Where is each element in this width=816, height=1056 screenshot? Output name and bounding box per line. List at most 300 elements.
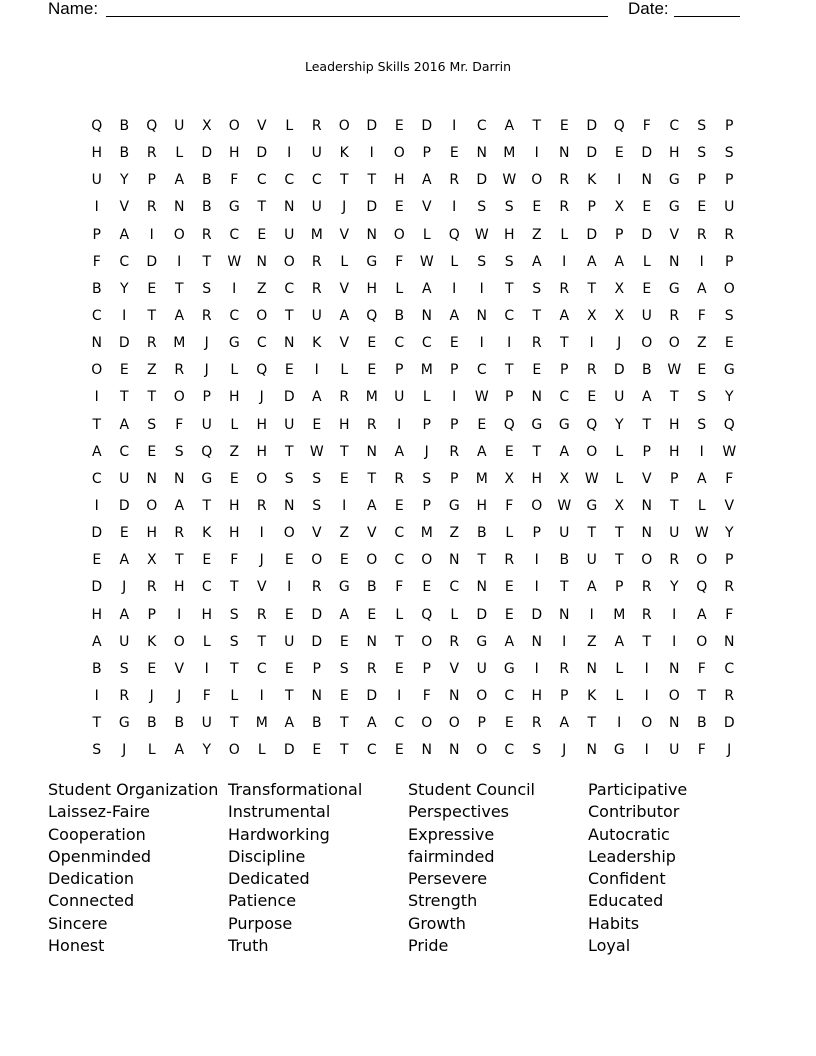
- grid-letter[interactable]: R: [669, 552, 680, 569]
- grid-letter[interactable]: Z: [229, 443, 240, 460]
- grid-letter[interactable]: U: [614, 389, 625, 406]
- grid-letter[interactable]: I: [232, 280, 237, 297]
- grid-letter[interactable]: G: [613, 742, 625, 759]
- grid-letter[interactable]: O: [723, 280, 735, 297]
- grid-letter[interactable]: R: [394, 470, 405, 487]
- grid-letter[interactable]: C: [256, 172, 267, 189]
- grid-letter[interactable]: R: [174, 525, 185, 542]
- grid-letter[interactable]: A: [696, 470, 707, 487]
- grid-letter[interactable]: E: [284, 606, 294, 623]
- grid-letter[interactable]: O: [696, 552, 708, 569]
- grid-letter[interactable]: T: [587, 715, 597, 732]
- grid-letter[interactable]: N: [641, 525, 652, 542]
- grid-letter[interactable]: E: [532, 362, 542, 379]
- grid-letter[interactable]: Z: [449, 525, 460, 542]
- grid-letter[interactable]: X: [614, 307, 625, 324]
- grid-letter[interactable]: A: [504, 118, 515, 134]
- grid-letter[interactable]: Y: [614, 416, 624, 433]
- grid-letter[interactable]: D: [118, 497, 130, 514]
- grid-letter[interactable]: H: [201, 606, 213, 623]
- grid-letter[interactable]: I: [369, 145, 374, 162]
- grid-letter[interactable]: D: [366, 687, 378, 704]
- grid-letter[interactable]: T: [147, 389, 157, 406]
- grid-letter[interactable]: F: [697, 307, 706, 324]
- grid-letter[interactable]: T: [229, 579, 239, 596]
- grid-letter[interactable]: D: [201, 145, 213, 162]
- grid-letter[interactable]: B: [91, 280, 102, 297]
- grid-letter[interactable]: J: [259, 389, 264, 406]
- grid-letter[interactable]: M: [475, 470, 488, 487]
- grid-letter[interactable]: P: [450, 416, 459, 433]
- grid-letter[interactable]: N: [366, 633, 377, 650]
- grid-letter[interactable]: Q: [586, 416, 598, 433]
- grid-letter[interactable]: R: [531, 715, 542, 732]
- grid-letter[interactable]: E: [339, 633, 349, 650]
- grid-letter[interactable]: O: [173, 226, 185, 243]
- grid-letter[interactable]: O: [668, 335, 680, 352]
- grid-letter[interactable]: V: [724, 497, 735, 514]
- grid-letter[interactable]: C: [476, 118, 487, 134]
- grid-letter[interactable]: Q: [696, 579, 708, 596]
- grid-letter[interactable]: I: [94, 497, 99, 514]
- grid-letter[interactable]: L: [422, 226, 431, 243]
- grid-letter[interactable]: G: [531, 416, 543, 433]
- grid-letter[interactable]: T: [477, 552, 487, 569]
- grid-letter[interactable]: V: [119, 199, 130, 216]
- grid-letter[interactable]: T: [587, 525, 597, 542]
- grid-letter[interactable]: T: [367, 172, 377, 189]
- grid-letter[interactable]: D: [118, 335, 130, 352]
- grid-letter[interactable]: Z: [696, 335, 707, 352]
- grid-letter[interactable]: N: [174, 470, 185, 487]
- grid-letter[interactable]: T: [92, 715, 102, 732]
- grid-letter[interactable]: L: [395, 606, 404, 623]
- grid-letter[interactable]: C: [394, 335, 405, 352]
- grid-letter[interactable]: O: [366, 552, 378, 569]
- grid-letter[interactable]: N: [531, 389, 542, 406]
- grid-letter[interactable]: I: [479, 335, 484, 352]
- grid-letter[interactable]: I: [617, 715, 622, 732]
- grid-letter[interactable]: H: [476, 497, 488, 514]
- grid-letter[interactable]: M: [310, 226, 323, 243]
- grid-letter[interactable]: B: [394, 307, 405, 324]
- grid-letter[interactable]: E: [339, 552, 349, 569]
- grid-letter[interactable]: P: [670, 470, 679, 487]
- grid-letter[interactable]: W: [419, 253, 434, 270]
- grid-letter[interactable]: N: [449, 687, 460, 704]
- grid-letter[interactable]: E: [312, 742, 322, 759]
- grid-letter[interactable]: G: [723, 362, 735, 379]
- grid-letter[interactable]: T: [559, 579, 569, 596]
- grid-letter[interactable]: P: [422, 416, 431, 433]
- grid-letter[interactable]: X: [201, 118, 212, 134]
- grid-letter[interactable]: S: [202, 280, 212, 297]
- grid-letter[interactable]: R: [311, 579, 322, 596]
- grid-letter[interactable]: A: [366, 715, 377, 732]
- grid-letter[interactable]: P: [697, 172, 706, 189]
- grid-letter[interactable]: W: [557, 497, 572, 514]
- grid-letter[interactable]: P: [642, 443, 651, 460]
- grid-letter[interactable]: T: [147, 307, 157, 324]
- grid-letter[interactable]: A: [91, 633, 102, 650]
- grid-letter[interactable]: E: [367, 362, 377, 379]
- grid-letter[interactable]: G: [228, 199, 240, 216]
- grid-letter[interactable]: D: [723, 715, 735, 732]
- grid-letter[interactable]: R: [119, 687, 130, 704]
- grid-letter[interactable]: F: [230, 172, 239, 189]
- grid-letter[interactable]: V: [339, 280, 350, 297]
- grid-letter[interactable]: O: [91, 362, 103, 379]
- grid-letter[interactable]: G: [586, 497, 598, 514]
- grid-letter[interactable]: K: [587, 172, 597, 189]
- grid-letter[interactable]: Y: [669, 579, 679, 596]
- grid-letter[interactable]: R: [256, 606, 267, 623]
- grid-letter[interactable]: T: [532, 443, 542, 460]
- grid-letter[interactable]: H: [91, 145, 103, 162]
- grid-letter[interactable]: R: [339, 389, 350, 406]
- grid-letter[interactable]: I: [204, 660, 209, 677]
- grid-letter[interactable]: V: [641, 470, 652, 487]
- grid-letter[interactable]: Z: [339, 525, 350, 542]
- grid-letter[interactable]: N: [724, 633, 735, 650]
- grid-letter[interactable]: C: [201, 579, 212, 596]
- grid-letter[interactable]: L: [147, 742, 156, 759]
- grid-letter[interactable]: I: [452, 199, 457, 216]
- grid-letter[interactable]: E: [284, 660, 294, 677]
- grid-letter[interactable]: E: [284, 362, 294, 379]
- grid-letter[interactable]: I: [287, 579, 292, 596]
- grid-letter[interactable]: Q: [366, 307, 378, 324]
- grid-letter[interactable]: S: [532, 742, 542, 759]
- grid-letter[interactable]: U: [284, 633, 295, 650]
- grid-letter[interactable]: P: [147, 172, 156, 189]
- grid-letter[interactable]: C: [724, 660, 735, 677]
- grid-letter[interactable]: G: [118, 715, 130, 732]
- grid-letter[interactable]: B: [641, 362, 652, 379]
- grid-letter[interactable]: I: [534, 145, 539, 162]
- grid-letter[interactable]: M: [255, 715, 268, 732]
- grid-letter[interactable]: P: [725, 253, 734, 270]
- grid-letter[interactable]: D: [586, 118, 598, 134]
- grid-letter[interactable]: S: [504, 253, 514, 270]
- grid-letter[interactable]: D: [146, 253, 158, 270]
- grid-letter[interactable]: V: [174, 660, 185, 677]
- grid-letter[interactable]: I: [342, 497, 347, 514]
- grid-letter[interactable]: O: [173, 389, 185, 406]
- grid-letter[interactable]: I: [452, 389, 457, 406]
- grid-letter[interactable]: U: [669, 742, 680, 759]
- grid-letter[interactable]: R: [669, 307, 680, 324]
- grid-letter[interactable]: E: [642, 199, 652, 216]
- grid-letter[interactable]: C: [449, 579, 460, 596]
- grid-letter[interactable]: E: [92, 552, 102, 569]
- grid-letter[interactable]: R: [559, 172, 570, 189]
- grid-letter[interactable]: B: [119, 118, 130, 134]
- grid-letter[interactable]: T: [614, 525, 624, 542]
- grid-letter[interactable]: L: [230, 687, 239, 704]
- grid-letter[interactable]: N: [421, 742, 432, 759]
- grid-letter[interactable]: P: [532, 525, 541, 542]
- grid-letter[interactable]: L: [175, 145, 184, 162]
- grid-letter[interactable]: O: [448, 715, 460, 732]
- grid-letter[interactable]: T: [284, 443, 294, 460]
- grid-letter[interactable]: E: [394, 742, 404, 759]
- grid-letter[interactable]: P: [725, 552, 734, 569]
- grid-letter[interactable]: S: [174, 443, 184, 460]
- grid-letter[interactable]: T: [339, 172, 349, 189]
- grid-letter[interactable]: O: [256, 307, 268, 324]
- grid-letter[interactable]: P: [505, 389, 514, 406]
- grid-letter[interactable]: O: [393, 145, 405, 162]
- grid-letter[interactable]: A: [339, 307, 350, 324]
- grid-letter[interactable]: A: [339, 606, 350, 623]
- grid-letter[interactable]: F: [422, 687, 431, 704]
- grid-letter[interactable]: L: [202, 633, 211, 650]
- grid-letter[interactable]: A: [174, 497, 185, 514]
- grid-letter[interactable]: A: [476, 443, 487, 460]
- grid-letter[interactable]: A: [394, 443, 405, 460]
- grid-letter[interactable]: W: [502, 172, 517, 189]
- grid-letter[interactable]: I: [94, 687, 99, 704]
- grid-letter[interactable]: H: [91, 606, 103, 623]
- grid-letter[interactable]: R: [559, 199, 570, 216]
- grid-letter[interactable]: S: [724, 307, 734, 324]
- grid-letter[interactable]: Z: [531, 226, 542, 243]
- grid-letter[interactable]: E: [312, 416, 322, 433]
- grid-letter[interactable]: G: [668, 280, 680, 297]
- grid-letter[interactable]: Q: [723, 416, 735, 433]
- grid-letter[interactable]: F: [230, 552, 239, 569]
- grid-letter[interactable]: N: [284, 199, 295, 216]
- grid-letter[interactable]: L: [395, 280, 404, 297]
- grid-letter[interactable]: B: [146, 715, 157, 732]
- grid-letter[interactable]: U: [394, 389, 405, 406]
- grid-letter[interactable]: A: [586, 579, 597, 596]
- grid-letter[interactable]: Q: [91, 118, 103, 134]
- grid-letter[interactable]: S: [697, 416, 707, 433]
- grid-letter[interactable]: L: [615, 443, 624, 460]
- grid-letter[interactable]: O: [586, 443, 598, 460]
- grid-letter[interactable]: F: [697, 660, 706, 677]
- grid-letter[interactable]: C: [119, 253, 130, 270]
- grid-letter[interactable]: N: [559, 145, 570, 162]
- grid-letter[interactable]: V: [669, 226, 680, 243]
- grid-letter[interactable]: D: [366, 118, 378, 134]
- grid-letter[interactable]: X: [559, 470, 570, 487]
- grid-letter[interactable]: W: [667, 362, 682, 379]
- grid-letter[interactable]: E: [394, 118, 404, 134]
- grid-letter[interactable]: I: [177, 253, 182, 270]
- grid-letter[interactable]: U: [284, 416, 295, 433]
- grid-letter[interactable]: F: [697, 742, 706, 759]
- grid-letter[interactable]: T: [339, 715, 349, 732]
- grid-letter[interactable]: X: [614, 497, 625, 514]
- grid-letter[interactable]: W: [722, 443, 737, 460]
- grid-letter[interactable]: T: [202, 497, 212, 514]
- grid-letter[interactable]: N: [174, 199, 185, 216]
- grid-letter[interactable]: A: [421, 172, 432, 189]
- grid-letter[interactable]: F: [202, 687, 211, 704]
- grid-letter[interactable]: N: [476, 307, 487, 324]
- grid-letter[interactable]: N: [669, 660, 680, 677]
- grid-letter[interactable]: E: [504, 715, 514, 732]
- grid-letter[interactable]: O: [531, 497, 543, 514]
- grid-letter[interactable]: I: [644, 742, 649, 759]
- grid-letter[interactable]: S: [697, 145, 707, 162]
- grid-letter[interactable]: L: [615, 660, 624, 677]
- grid-letter[interactable]: C: [504, 307, 515, 324]
- grid-letter[interactable]: J: [122, 579, 127, 596]
- grid-letter[interactable]: E: [229, 470, 239, 487]
- grid-letter[interactable]: B: [696, 715, 707, 732]
- grid-letter[interactable]: B: [201, 172, 212, 189]
- grid-letter[interactable]: T: [587, 280, 597, 297]
- grid-letter[interactable]: B: [174, 715, 185, 732]
- grid-letter[interactable]: C: [284, 172, 295, 189]
- grid-letter[interactable]: H: [668, 145, 680, 162]
- grid-letter[interactable]: T: [284, 307, 294, 324]
- grid-letter[interactable]: R: [174, 362, 185, 379]
- grid-letter[interactable]: O: [668, 687, 680, 704]
- grid-letter[interactable]: T: [119, 389, 129, 406]
- grid-letter[interactable]: I: [287, 145, 292, 162]
- grid-letter[interactable]: N: [476, 579, 487, 596]
- grid-letter[interactable]: D: [311, 606, 323, 623]
- grid-letter[interactable]: U: [91, 172, 102, 189]
- grid-letter[interactable]: T: [697, 687, 707, 704]
- grid-letter[interactable]: Y: [202, 742, 212, 759]
- grid-letter[interactable]: R: [201, 307, 212, 324]
- grid-letter[interactable]: C: [394, 715, 405, 732]
- grid-letter[interactable]: A: [504, 633, 515, 650]
- grid-letter[interactable]: Q: [503, 416, 515, 433]
- grid-letter[interactable]: C: [504, 742, 515, 759]
- grid-letter[interactable]: Z: [146, 362, 157, 379]
- grid-letter[interactable]: N: [669, 715, 680, 732]
- grid-letter[interactable]: I: [562, 253, 567, 270]
- grid-letter[interactable]: I: [699, 443, 704, 460]
- grid-letter[interactable]: C: [229, 226, 240, 243]
- grid-letter[interactable]: I: [397, 416, 402, 433]
- grid-letter[interactable]: L: [230, 416, 239, 433]
- grid-letter[interactable]: F: [642, 118, 651, 134]
- grid-letter[interactable]: J: [122, 742, 127, 759]
- grid-letter[interactable]: I: [94, 389, 99, 406]
- grid-letter[interactable]: A: [284, 715, 295, 732]
- grid-letter[interactable]: P: [615, 226, 624, 243]
- grid-letter[interactable]: T: [367, 470, 377, 487]
- grid-letter[interactable]: U: [284, 226, 295, 243]
- grid-letter[interactable]: I: [672, 606, 677, 623]
- grid-letter[interactable]: K: [312, 335, 322, 352]
- grid-letter[interactable]: J: [617, 335, 622, 352]
- grid-letter[interactable]: E: [147, 443, 157, 460]
- grid-letter[interactable]: J: [424, 443, 429, 460]
- grid-letter[interactable]: I: [314, 362, 319, 379]
- grid-letter[interactable]: R: [366, 416, 377, 433]
- grid-letter[interactable]: D: [613, 362, 625, 379]
- grid-letter[interactable]: N: [586, 660, 597, 677]
- grid-letter[interactable]: F: [395, 579, 404, 596]
- grid-letter[interactable]: R: [724, 687, 735, 704]
- grid-letter[interactable]: E: [532, 199, 542, 216]
- grid-letter[interactable]: E: [394, 199, 404, 216]
- grid-letter[interactable]: A: [119, 606, 130, 623]
- grid-letter[interactable]: U: [669, 525, 680, 542]
- grid-letter[interactable]: R: [559, 660, 570, 677]
- grid-letter[interactable]: F: [92, 253, 101, 270]
- grid-letter[interactable]: O: [476, 687, 488, 704]
- grid-letter[interactable]: K: [147, 633, 157, 650]
- grid-letter[interactable]: D: [283, 389, 295, 406]
- grid-letter[interactable]: E: [284, 552, 294, 569]
- grid-letter[interactable]: J: [149, 687, 154, 704]
- grid-letter[interactable]: M: [503, 145, 516, 162]
- grid-letter[interactable]: E: [367, 335, 377, 352]
- grid-letter[interactable]: P: [147, 606, 156, 623]
- grid-letter[interactable]: C: [559, 389, 570, 406]
- grid-letter[interactable]: I: [94, 199, 99, 216]
- grid-letter[interactable]: V: [311, 525, 322, 542]
- grid-letter[interactable]: E: [339, 687, 349, 704]
- grid-letter[interactable]: Q: [201, 443, 213, 460]
- grid-letter[interactable]: C: [311, 172, 322, 189]
- grid-letter[interactable]: A: [311, 389, 322, 406]
- grid-letter[interactable]: P: [725, 172, 734, 189]
- grid-letter[interactable]: G: [503, 660, 515, 677]
- grid-letter[interactable]: M: [365, 389, 378, 406]
- grid-letter[interactable]: R: [311, 253, 322, 270]
- grid-letter[interactable]: H: [256, 416, 268, 433]
- grid-letter[interactable]: E: [724, 335, 734, 352]
- grid-letter[interactable]: T: [284, 687, 294, 704]
- grid-letter[interactable]: S: [119, 660, 129, 677]
- grid-letter[interactable]: H: [173, 579, 185, 596]
- grid-letter[interactable]: N: [449, 742, 460, 759]
- grid-letter[interactable]: R: [311, 280, 322, 297]
- grid-letter[interactable]: L: [615, 470, 624, 487]
- grid-letter[interactable]: I: [534, 579, 539, 596]
- grid-letter[interactable]: G: [228, 335, 240, 352]
- grid-letter[interactable]: I: [149, 226, 154, 243]
- grid-letter[interactable]: O: [641, 552, 653, 569]
- grid-letter[interactable]: E: [394, 660, 404, 677]
- grid-letter[interactable]: D: [256, 145, 268, 162]
- grid-letter[interactable]: J: [259, 552, 264, 569]
- grid-letter[interactable]: A: [174, 307, 185, 324]
- grid-letter[interactable]: C: [476, 362, 487, 379]
- grid-letter[interactable]: D: [476, 172, 488, 189]
- date-blank-line[interactable]: [674, 16, 740, 17]
- grid-letter[interactable]: I: [397, 687, 402, 704]
- grid-letter[interactable]: E: [614, 145, 624, 162]
- grid-letter[interactable]: L: [257, 742, 266, 759]
- grid-letter[interactable]: T: [614, 552, 624, 569]
- grid-letter[interactable]: T: [92, 416, 102, 433]
- grid-letter[interactable]: S: [697, 118, 707, 134]
- grid-letter[interactable]: R: [201, 226, 212, 243]
- grid-letter[interactable]: W: [309, 443, 324, 460]
- grid-letter[interactable]: Q: [146, 118, 158, 134]
- grid-letter[interactable]: P: [560, 362, 569, 379]
- grid-letter[interactable]: S: [504, 199, 514, 216]
- grid-letter[interactable]: U: [311, 145, 322, 162]
- grid-letter[interactable]: L: [642, 253, 651, 270]
- grid-letter[interactable]: N: [366, 226, 377, 243]
- grid-letter[interactable]: A: [531, 253, 542, 270]
- grid-letter[interactable]: A: [174, 172, 185, 189]
- grid-letter[interactable]: F: [725, 606, 734, 623]
